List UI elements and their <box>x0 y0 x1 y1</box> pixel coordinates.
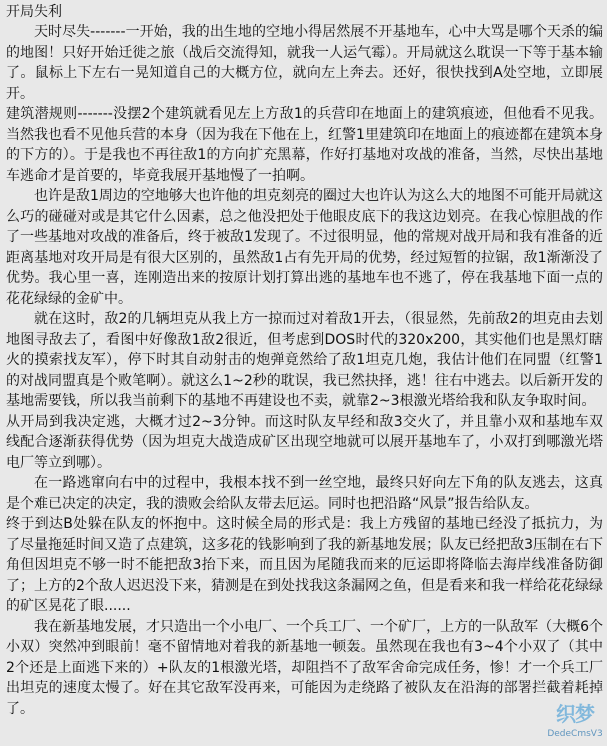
paragraph-5: 从开局到我决定逃，大概才过2~3分钟。而这时队友早经和敌3交火了，并且靠小双和基地车双线配合逐渐获得优势（因为坦克大战造成矿区出现空地就可以展开基地车了，小双打到哪激光塔电厂等立到哪）。 <box>6 413 603 471</box>
watermark-caption: DedeCmsV3 <box>547 728 603 739</box>
paragraph-6: 在一路逃窜向右中的过程中，我根本找不到一丝空地，最终只好向左下角的队友逃去，这真是个难已决定的决定，我的溃败会给队友带去厄运。同时也把沿路“风景”报告给队友。 <box>6 475 603 512</box>
article-title: 开局失利 <box>6 4 62 20</box>
paragraph-1: 天时尽失-------一开始，我的出生地的空地小得居然展不开基地车，心中大骂是哪个天杀的编的地图！只好开始迁徙之旅（战后交流得知，就我一人运气霉）。开局就这么耽误一下等于基本输了。鼠标上下左右一晃知道自己的大概方位，就向左上奔去。还好，很快找到A处空地，立即展开。 <box>6 24 603 102</box>
dedecms-watermark <box>545 704 605 744</box>
paragraph-2: 建筑潜规则-------没摆2个建筑就看见左上方敌1的兵营印在地面上的建筑痕迹，但他看不见我。当然我也看不见他兵营的本身（因为我在下他在上，红警1里建筑印在地面上的痕迹都在建筑本身的下方的）。于是我也不再往敌1的方向扩充黑幕，作好打基地对攻战的准备，当然，尽快出基地车逃命才是首要的，毕竟我展开基地慢了一拍啊。 <box>6 106 603 184</box>
paragraph-3: 也许是敌1周边的空地够大也许他的坦克刻亮的圈过大也许认为这么大的地图不可能开局就这么巧的碰碰对或是其它什么因素，总之他没把处于他眼皮底下的我这边划亮。在我心惊胆战的作了一些基地对攻战的准备后，终于被敌1发现了。不过很明显，他的常规对战开局和我有准备的近距离基地对攻开局是有很大区别的，虽然敌1占有先开局的优势，经过短暂的拉锯，敌1渐渐没了优势。我心里一喜，连刚造出来的按原计划打算出逃的基地车也不逃了，停在我基地下面一点的花花绿绿的金矿中。 <box>6 188 603 307</box>
paragraph-8: 我在新基地发展，才只造出一个小电厂、一个兵工厂、一个矿厂，上方的一队敌军（大概6个小双）突然冲到眼前！毫不留情地对着我的新基地一顿轰。虽然现在我也有3~4个小双了（其中2个还是上面逃下来的）+队友的1根激光塔，却阻挡不了敌军舍命完成任务，惨！才一个兵工厂出坦克的速度太慢了。好在其它敌军没再来，可能因为走绕路了被队友在沿海的部署拦截着耗掉了。 <box>6 618 603 717</box>
paragraph-7: 终于到达B处躲在队友的怀抱中。这时候全局的形式是：我上方残留的基地已经没了抵抗力，为了尽量拖延时间又造了点建筑，这多花的钱影响到了我的新基地发展；队友已经把敌3压制在右下角但因坦克不够一时不能把敌3抬下来，而且因为尾随我而来的厄运即将降临去海岸线准备防御了；上方的2个敌人迟迟没下来，猜测是在到处找我这条漏网之鱼，但是看来和我一样给花花绿绿的矿区晃花了眼...... <box>6 516 603 614</box>
paragraph-4: 就在这时，敌2的几辆坦克从我上方一掠而过对着敌1开去，（很显然，先前敌2的坦克由去划地图寻敌去了，看图中好像敌1敌2很近，但考虑到DOS时代的320x200，其实他们也是黑灯瞎火的摸索找友军），停下时其自动射击的炮弹竟然给了敌1坦克几炮，我估计他们在同盟（红警1的对战同盟真是个败笔啊）。就这么1~2秒的耽误，我已然抉择，逃！往右中逃去。以后新开发的基地需要钱，所以我当前剩下的基地不再建设也不卖，就靠2~3根激光塔给我和队友争取时间。 <box>6 311 603 409</box>
watermark-logo: 织梦 <box>556 702 594 726</box>
